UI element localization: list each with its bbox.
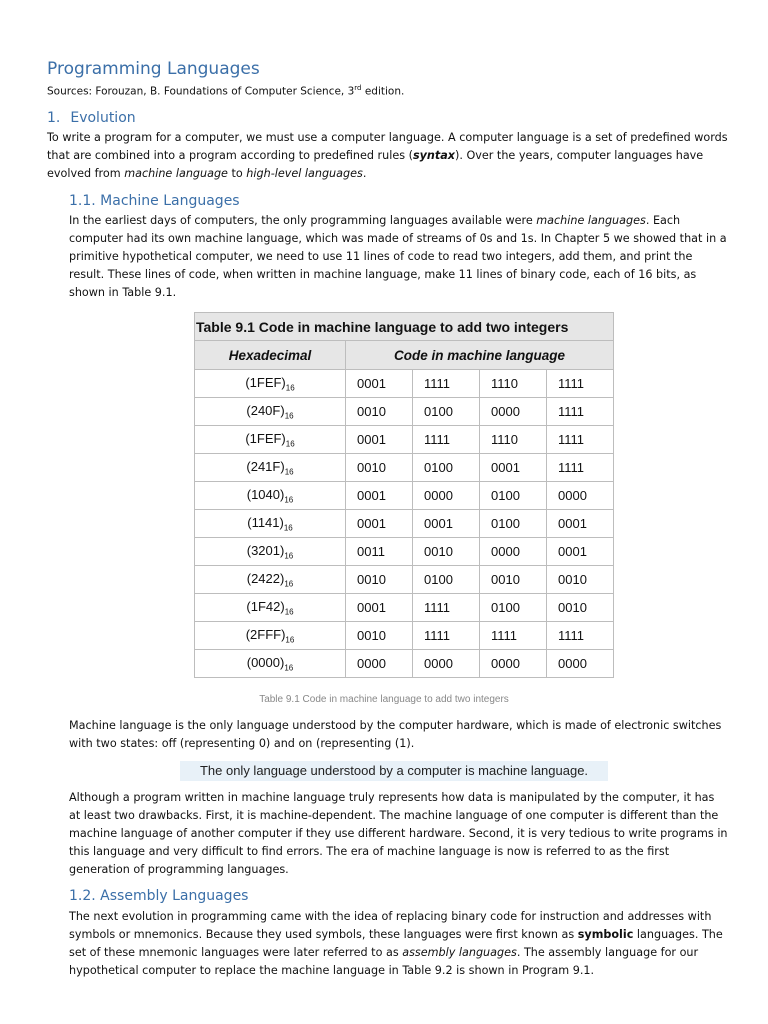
table-caption-below: Table 9.1 Code in machine language to add two integers — [259, 694, 509, 705]
bin-cell: 0010 — [413, 538, 480, 566]
text-run: In the earliest days of computers, the only programming languages available were — [69, 214, 537, 227]
table-caption-row — [195, 313, 614, 341]
highlight-callout: The only language understood by a computer is machine language. — [180, 761, 608, 781]
hex-subscript: 16 — [285, 383, 295, 393]
text-run: . — [362, 167, 367, 180]
assembly-languages-heading: 1.2. Assembly Languages — [69, 888, 249, 904]
table-row — [195, 622, 614, 650]
bin-cell: 0001 — [547, 538, 614, 566]
hex-cell — [195, 482, 346, 510]
evolution-paragraph — [47, 129, 737, 183]
assembly-paragraph — [69, 908, 729, 980]
text-run: The next evolution in programming came with the idea of replacing binary code for instruction and addresses with symbols or mnemonics. Because they used symbols, these languages were first known as — [69, 910, 712, 941]
text-run: ). Over the years, computer languages have evolved from — [47, 149, 704, 180]
section-evolution-heading — [47, 110, 136, 126]
table-header-row — [195, 341, 614, 370]
bin-cell: 0010 — [346, 566, 413, 594]
text-run: languages. The set of these mnemonic languages were later referred to as — [69, 928, 723, 959]
table-row — [195, 398, 614, 426]
hex-cell — [195, 510, 346, 538]
bin-cell: 1111 — [413, 594, 480, 622]
bin-cell: 0100 — [480, 510, 547, 538]
bin-cell: 1110 — [480, 370, 547, 398]
bin-cell: 0011 — [346, 538, 413, 566]
bin-cell: 0000 — [547, 650, 614, 678]
table-row — [195, 454, 614, 482]
hex-subscript: 16 — [284, 663, 294, 673]
bin-cell: 0001 — [346, 594, 413, 622]
col-machine-code: Code in machine language — [346, 341, 614, 370]
hex-cell — [195, 594, 346, 622]
hex-value: (2FFF) — [245, 626, 286, 642]
section-title: Evolution — [70, 110, 136, 126]
table-caption: Table 9.1 Code in machine language to add two integers — [195, 313, 614, 341]
bin-cell: 0010 — [346, 398, 413, 426]
bin-cell: 0001 — [346, 370, 413, 398]
bin-cell: 0000 — [547, 482, 614, 510]
sources-prefix: Sources: Forouzan, B. Foundations of Computer Science, 3 — [47, 85, 355, 98]
table-row — [195, 426, 614, 454]
bin-cell: 0100 — [413, 454, 480, 482]
hex-value: (240F) — [246, 402, 285, 418]
text-run: . Each computer had its own machine language, which was made of streams of 0s and 1s. In Chapter 5 we showed that in a primitive hypothetical computer, we need to use 11 lines of code to read two integers, add them, and print the result. These lines of code, when written in machine language, make 11 lines of binary code, each of 16 bits, as shown in Table 9.1. — [69, 214, 727, 299]
text-run: To write a program for a computer, we must use a computer language. A computer language is a set of predefined words that are combined into a program according to predefined rules ( — [47, 131, 728, 162]
bin-cell: 0000 — [346, 650, 413, 678]
hex-value: (1FEF) — [245, 374, 286, 390]
hex-value: (3201) — [246, 542, 285, 558]
page-title: Programming Languages — [47, 59, 260, 79]
hex-cell — [195, 426, 346, 454]
bin-cell: 1111 — [413, 426, 480, 454]
bin-cell: 0010 — [547, 566, 614, 594]
hex-subscript: 16 — [283, 523, 293, 533]
table-row — [195, 370, 614, 398]
text-run: . The assembly language for our hypothetical computer to replace the machine language in Table 9.2 is shown in Program 9.1. — [69, 946, 699, 977]
hex-cell — [195, 566, 346, 594]
bin-cell: 1110 — [480, 426, 547, 454]
bin-cell: 0000 — [480, 398, 547, 426]
sources-suffix: edition. — [361, 85, 405, 98]
bin-cell: 0001 — [346, 426, 413, 454]
bin-cell: 0000 — [413, 482, 480, 510]
hex-value: (0000) — [246, 654, 285, 670]
text-run: high-level languages — [246, 167, 363, 180]
drawbacks-paragraph: Although a program written in machine language truly represents how data is manipulated by the computer, it has at least two drawbacks. First, it is machine-dependent. The machine language of one computer is different than the machine language of another computer if they use different hardware. Second, it is very tedious to write programs in this language and very difficult to find errors. The era of machine language is now is referred to as the first generation of programming languages. — [69, 791, 728, 876]
bin-cell: 1111 — [547, 370, 614, 398]
hex-cell — [195, 454, 346, 482]
col-hexadecimal: Hexadecimal — [195, 341, 346, 370]
bin-cell: 0010 — [346, 622, 413, 650]
hex-subscript: 16 — [285, 439, 295, 449]
machine-languages-heading: 1.1. Machine Languages — [69, 193, 240, 209]
bin-cell: 0100 — [413, 566, 480, 594]
bin-cell: 1111 — [547, 454, 614, 482]
bin-cell: 0001 — [547, 510, 614, 538]
hex-subscript: 16 — [284, 579, 294, 589]
text-run: syntax — [412, 149, 455, 162]
table-row — [195, 566, 614, 594]
machine-only-paragraph: Machine language is the only language understood by the computer hardware, which is made of electronic switches with two states: off (representing 0) and on (representing (1). — [69, 719, 722, 750]
machine-languages-paragraph — [69, 212, 729, 302]
bin-cell: 0100 — [413, 398, 480, 426]
hex-value: (2422) — [246, 570, 285, 586]
hex-subscript: 16 — [284, 411, 294, 421]
table-row — [195, 510, 614, 538]
hex-cell — [195, 370, 346, 398]
bin-cell: 0001 — [346, 482, 413, 510]
table-row — [195, 650, 614, 678]
bin-cell: 0000 — [413, 650, 480, 678]
hex-cell — [195, 538, 346, 566]
hex-cell — [195, 650, 346, 678]
bin-cell: 0010 — [346, 454, 413, 482]
hex-subscript: 16 — [284, 551, 294, 561]
table-row — [195, 594, 614, 622]
bin-cell: 1111 — [547, 622, 614, 650]
hex-value: (1040) — [246, 486, 285, 502]
hex-subscript: 16 — [285, 635, 295, 645]
hex-cell — [195, 398, 346, 426]
text-run: machine languages — [536, 214, 646, 227]
bin-cell: 0001 — [480, 454, 547, 482]
hex-value: (1FEF) — [245, 430, 286, 446]
text-run: symbolic — [577, 928, 634, 941]
hex-subscript: 16 — [284, 495, 294, 505]
bin-cell: 0001 — [413, 510, 480, 538]
hex-cell — [195, 622, 346, 650]
bin-cell: 0000 — [480, 650, 547, 678]
bin-cell: 0100 — [480, 482, 547, 510]
bin-cell: 1111 — [413, 622, 480, 650]
bin-cell: 1111 — [547, 426, 614, 454]
bin-cell: 1111 — [547, 398, 614, 426]
hex-subscript: 16 — [284, 607, 294, 617]
hex-value: (241F) — [246, 458, 285, 474]
text-run: assembly languages — [402, 946, 517, 959]
table-row — [195, 482, 614, 510]
sources-sup: rd — [354, 84, 362, 92]
sources-line — [47, 84, 404, 98]
machine-code-table — [194, 312, 614, 678]
bin-cell: 1111 — [480, 622, 547, 650]
bin-cell: 0010 — [547, 594, 614, 622]
hex-value: (1141) — [247, 514, 284, 530]
text-run: to — [227, 167, 247, 180]
hex-value: (1F42) — [246, 598, 285, 614]
section-number: 1. — [47, 110, 61, 126]
bin-cell: 1111 — [413, 370, 480, 398]
text-run: machine language — [124, 167, 228, 180]
bin-cell: 0010 — [480, 566, 547, 594]
bin-cell: 0001 — [346, 510, 413, 538]
hex-subscript: 16 — [284, 467, 294, 477]
table-row — [195, 538, 614, 566]
bin-cell: 0100 — [480, 594, 547, 622]
bin-cell: 0000 — [480, 538, 547, 566]
